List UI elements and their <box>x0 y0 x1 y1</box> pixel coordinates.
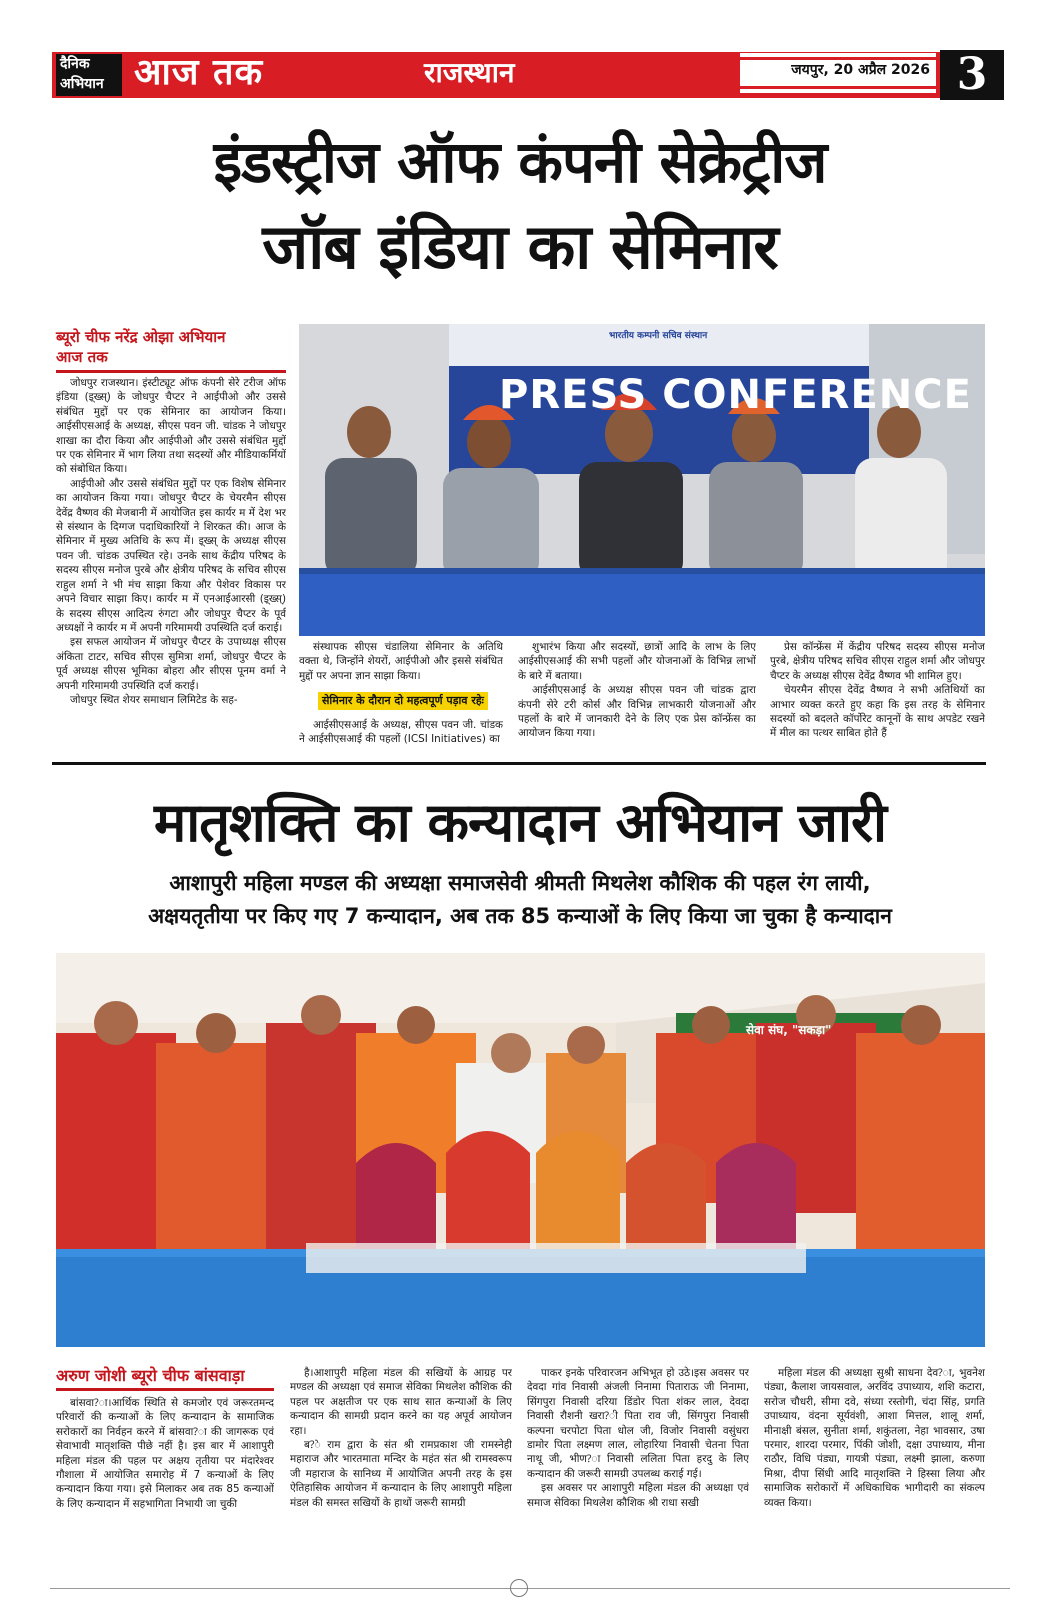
paragraph: है।आशापुरी महिला मंडल की सखियों के आग्रह पर मण्डल की अध्यक्षा एवं समाज सेविका मिथलेश कौशिक की पहल पर अक्षतीज पर एक साथ सात कन्याओं के लिए कन्यादान की सामग्री प्रदान करने का यह अपूर्व आयोजन रहा। <box>290 1367 512 1437</box>
paragraph: इस सफल आयोजन में जोधपुर चैप्टर के उपाध्यक्ष सीएस अंकिता टाटर, सचिव सीएस सुमित्रा शर्मा, जोधपुर चैप्टर के पूर्व अध्यक्ष सीएस भूमिका बोहरा और सीएस पूनम वर्मा ने अपनी गरिमामयी उपस्थिति दर्ज कराई। <box>56 636 286 692</box>
article2-column-2 <box>290 1366 512 1582</box>
press-banner-text: PRESS CONFERENCE <box>499 372 972 418</box>
article2-byline: अरुण जोशी ब्यूरो चीफ बांसवाड़ा <box>56 1366 245 1385</box>
dateline: जयपुर, 20 अप्रैल 2026 <box>791 62 930 78</box>
ceremony-illustration <box>56 953 985 1347</box>
article2-byline-rule <box>56 1388 274 1391</box>
article2-dek-line2: अक्षयतृतीया पर किए गए 7 कन्यादान, अब तक 85 कन्याओं के लिए किया जा चुका है कन्यादान <box>148 904 892 928</box>
paragraph: आईसीएसआई के अध्यक्ष, सीएस पवन जी. चांडक ने आईसीएसआई की पहलों (ICSI Initiatives) का <box>299 719 503 746</box>
article1-byline-line2: आज तक <box>56 348 108 366</box>
publication-badge <box>56 54 122 96</box>
gift-packets <box>306 1243 806 1273</box>
article1-column-2-continued <box>299 718 503 754</box>
article1-column-4 <box>770 640 985 754</box>
paragraph: जोधपुर स्थित शेयर समाधान लिमिटेड के सह- <box>70 693 238 706</box>
registration-mark-icon <box>510 1579 528 1597</box>
dateline-box <box>740 53 936 93</box>
ceremony-banner-text: सेवा संघ, "सकड़ा" <box>746 1023 832 1037</box>
article2-headline: मातृशक्ति का कन्यादान अभियान जारी <box>153 791 887 854</box>
article1-byline-rule <box>56 370 286 373</box>
article1-column-1 <box>56 376 286 754</box>
article1-headline-line1: इंडस्ट्रीज ऑफ कंपनी सेक्रेट्रीज <box>213 128 827 196</box>
paragraph: पाकर इनके परिवारजन अभिभूत हो उठे।इस अवसर पर देवदा गांव निवासी अंजली निनामा पिताराऊ जी निनामा, सिंगपुरा निवासी दरिया डिंडोर पिता शंकर लाल, देवदा निवासी रौशनी खरा?ी पिता राव जी, सिंगपुरा निवासी कल्पना चरपोटा पिता धोल जी, विजोर निवासी वसुंधरा डामोर पिता लक्ष्मण लाल, लोहारिया निवासी चेतना पिता नाथू जी, भीण?ा निवासी ललिता पिता हरदु के लिए कन्यादान की जरूरी सामग्री उपलब्ध कराई गई। <box>527 1367 749 1480</box>
press-banner-small-text: भारतीय कम्पनी सचिव संस्थान <box>609 331 708 341</box>
article2-column-3 <box>527 1366 749 1582</box>
paragraph: प्रेस कॉन्फ्रेंस में केंद्रीय परिषद सदस्य सीएस मनोज पुरबे, क्षेत्रीय परिषद सचिव सीएस राहुल शर्मा और जोधपुर चैप्टर के अध्यक्ष सीएस देवेंद्र वैष्णव भी शामिल हुए। <box>770 641 985 682</box>
paragraph: आईसीएसआई के अध्यक्ष सीएस पवन जी चांडक द्वारा कंपनी सेरे टरी कोर्स और विभिन्न लाभकारी योजनाओं और पहलों के बारे में जानकारी देने के लिए एक प्रेस कॉन्फ्रेंस का आयोजन किया गया। <box>518 684 756 740</box>
article1-headline-line2: जॉब इंडिया का सेमिनार <box>262 210 778 283</box>
paragraph: आईपीओ और उससे संबंधित मुद्दों पर एक विशेष सेमिनार का आयोजन किया गया। जोधपुर चैप्टर के चेयरमैन सीएस देवेंद्र वैष्णव की मेजबानी में आयोजित इस कार्यर म में देश भर से संस्थान के दिग्गज पदाधिकारियों ने शिरकत की। आज के सेमिनार में मुख्य अतिथि के रूप में। इ्ख्स् के अध्यक्ष सीएस पवन जी. चांडक उपस्थित रहे। उनके साथ केंद्रीय परिषद के सदस्य सीएस मनोज पुरबे और क्षेत्रीय परिषद के सचिव सीएस राहुल शर्मा ने भी मंच साझा किया और पेशेवर विकास पर अपने विचार साझा किए। कार्यर म में एनआईआरसी (इ्ख्स्) के सदस्य सीएस आदित्य रुंगटा और जोधपुर चैप्टर के पूर्व अध्यक्षों ने कार्यर म में अपनी गरिमामयी उपस्थिति दर्ज कराई। <box>56 477 286 634</box>
brand-logo: आज तक <box>134 52 264 93</box>
article1-byline-line1: ब्यूरो चीफ नरेंद्र ओझा अभियान <box>56 328 226 346</box>
publication-line1: दैनिक <box>60 56 90 72</box>
paragraph: शुभारंभ किया और सदस्यों, छात्रों आदि के लाभ के लिए आईसीएसआई की सभी पहलों और योजनाओं के विभिन्न लाभों के बारे में बताया। <box>518 641 756 682</box>
section-divider <box>52 762 986 765</box>
article1-column-3 <box>518 640 756 754</box>
kanyadaan-ceremony-photo <box>56 953 985 1347</box>
masthead <box>52 50 1004 100</box>
article2-column-4 <box>764 1366 985 1582</box>
press-conference-illustration <box>299 324 985 636</box>
article2-column-1 <box>56 1396 274 1582</box>
paragraph: चेयरमैन सीएस देवेंद्र वैष्णव ने सभी अतिथियों का आभार व्यक्त करते हुए कहा कि इस तरह के सेमिनार सदस्यों को बदलते कॉर्पोरेट कानूनों के साथ अपडेट रखने में मील का पत्थर साबित होते हैं <box>770 684 985 740</box>
press-conference-photo <box>299 324 985 636</box>
paragraph: ब?े राम द्वारा के संत श्री रामप्रकाश जी रामस्नेही महाराज और भारतमाता मन्दिर के महंत संत श्री रामस्वरूप जी महाराज के सानिध्य में आयोजित अपनी तरह के इस ऐतिहासिक आयोजन में कन्यादान के लिए आशापुरी महिला मंडल की समस्त सखियों के हाथों जरूरी सामग्री <box>290 1439 512 1509</box>
page-number: 3 <box>940 50 1004 100</box>
article2-dek-line1: आशापुरी महिला मण्डल की अध्यक्षा समाजसेवी श्रीमती मिथलेश कौशिक की पहल रंग लायी, <box>169 871 871 895</box>
paragraph: संस्थापक सीएस चंडालिया सेमिनार के अतिथि वक्ता थे, जिन्होंने शेयरों, आईपीओ और इससे संबंधित मुद्दों पर अपना ज्ञान साझा किया। <box>299 641 503 682</box>
paragraph: इस अवसर पर आशापुरी महिला मंडल की अध्यक्षा एवं समाज सेविका मिथलेश कौशिक श्री राधा सखी <box>527 1482 749 1509</box>
article1-subhead: सेमिनार के दौरान दो महत्वपूर्ण पड़ाव रहेः <box>318 692 488 710</box>
footer-rule <box>50 1588 1010 1589</box>
publication-line2: अभियान <box>60 76 104 92</box>
paragraph: महिला मंडल की अध्यक्षा सुश्री साधना देव?ा, भुवनेश पंड्या, कैलाश जायसवाल, अरविंद उपाध्याय, शशि कटारा, सरोज चौधरी, सीमा दवे, संध्या रस्तोगी, चंदा सिंह, प्रगति उपाध्याय, वंदना सूर्यवंशी, आशा मित्तल, शालू शर्मा, मीनाक्षी बंसल, सुनीता शर्मा, शकुंतला, नेहा भावसार, उषा परमार, शारदा परमार, पिंकी जोशी, दक्षा उपाध्याय, मीना राठौर, विधि पंड्या, गायत्री पंड्या, लक्ष्मी झाला, करुणा मिश्रा, दीपा सिंधी आदि मातृशक्ति ने हिस्सा लिया और सामाजिक सरोकारों में अधिकाधिक भागीदारी का संकल्प व्यक्त किया। <box>764 1367 985 1509</box>
paragraph: बांसवा?ा।आर्थिक स्थिति से कमजोर एवं जरूरतमन्द परिवारों की कन्याओं के लिए कन्यादान के सामाजिक सरोकारों का निर्वहन करने में बांसवा?ा की जागरूक एवं सेवाभावी मातृशक्ति पीछे नहीं है। इस बार में आशापुरी महिला मंडल की पहल पर अक्षय तृतीया पर मंदारेश्वर गौशाला में आयोजित समारोह में 7 कन्याओं के लिए कन्यादान किया गया। इसे मिलाकर अब तक 85 कन्याओं के लिए कन्यादान में सहभागिता निभायी जा चुकी <box>56 1397 274 1510</box>
table-cloth <box>299 568 985 636</box>
paragraph: जोधपुर राजस्थान। इंस्टीट्यूट ऑफ कंपनी सेरे टरीज ऑफ इंडिया (इ्ख्स्) के जोधपुर चैप्टर ने आईपीओ और उससे संबंधित मुद्दों पर एक सेमिनार का आयोजन किया। आईसीएसआई के अध्यक्ष, सीएस पवन जी. चांडक ने जोधपुर शाखा का दौरा किया और आईपीओ और उससे संबंधित मुद्दों पर एक सेमिनार में भाग लिया तथा सदस्यों और मीडियाकर्मियों को संबोधित किया। <box>56 377 286 476</box>
section-name: राजस्थान <box>424 56 515 89</box>
